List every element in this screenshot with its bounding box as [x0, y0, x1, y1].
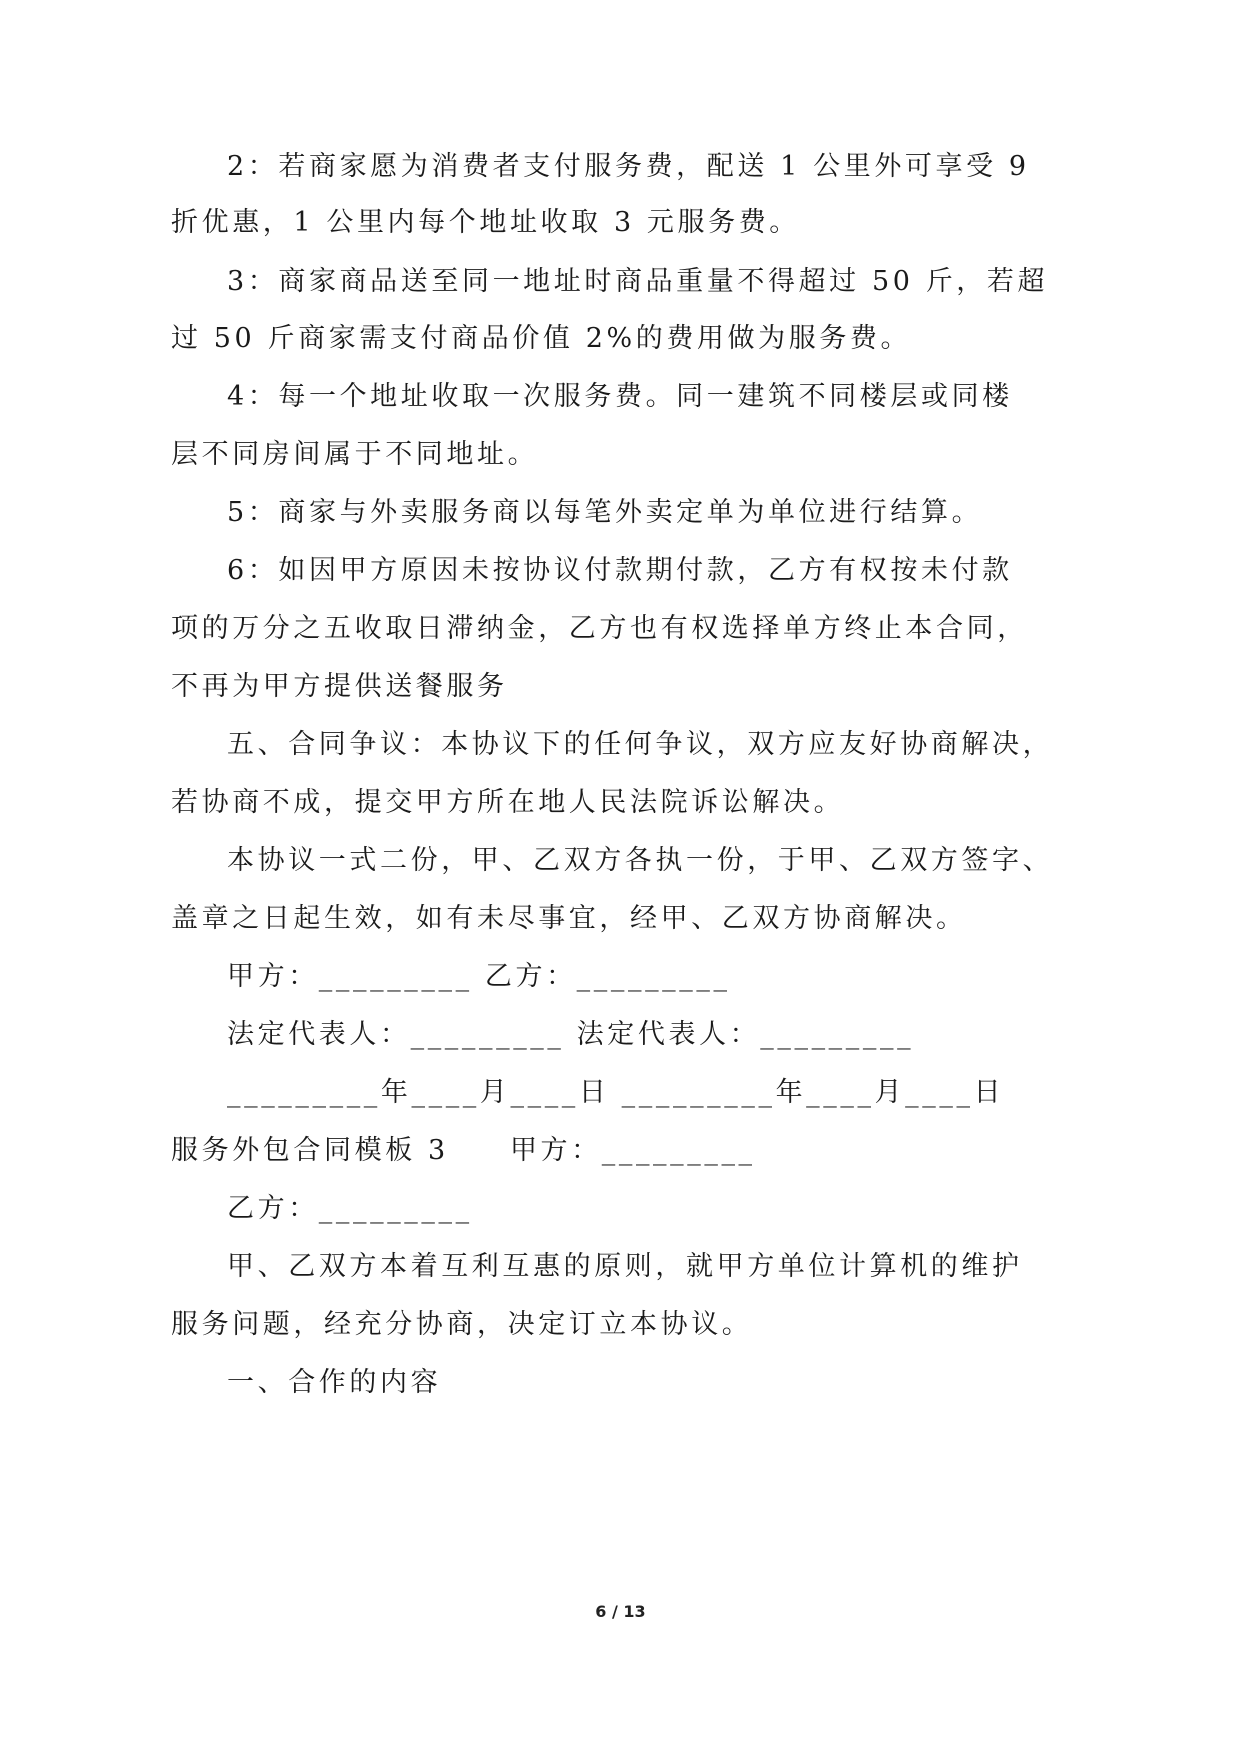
text-line: 本协议一式二份，甲、乙双方各执一份，于甲、乙双方签字、	[227, 845, 1054, 876]
text-line: 若协商不成，提交甲方所在地人民法院诉讼解决。	[171, 787, 845, 818]
text-line: 乙方：_________	[227, 1193, 473, 1224]
text-line: 3：商家商品送至同一地址时商品重量不得超过 50 斤，若超	[227, 266, 1049, 297]
text-line: 盖章之日起生效，如有未尽事宜，经甲、乙双方协商解决。	[171, 903, 967, 934]
text-line: 5：商家与外卖服务商以每笔外卖定单为单位进行结算。	[227, 497, 983, 528]
text-line: 2：若商家愿为消费者支付服务费，配送 1 公里外可享受 9	[227, 151, 1030, 182]
text-line: 折优惠，1 公里内每个地址收取 3 元服务费。	[171, 207, 800, 238]
signature-line-representatives: 法定代表人：_________ 法定代表人：_________	[227, 1019, 915, 1050]
section-heading: 一、合作的内容	[227, 1367, 442, 1398]
text-line: 6：如因甲方原因未按协议付款期付款，乙方有权按未付款	[227, 555, 1013, 586]
text-line: 项的万分之五收取日滞纳金，乙方也有权选择单方终止本合同，	[171, 613, 1028, 644]
text-line: 服务问题，经充分协商，决定订立本协议。	[171, 1309, 753, 1340]
signature-line-dates: _________年____月____日 _________年____月____日	[227, 1077, 1005, 1108]
text-line: 甲、乙双方本着互利互惠的原则，就甲方单位计算机的维护	[227, 1251, 1023, 1282]
text-line: 层不同房间属于不同地址。	[171, 439, 539, 470]
text-line: 过 50 斤商家需支付商品价值 2%的费用做为服务费。	[171, 323, 912, 354]
signature-line-parties: 甲方：_________ 乙方：_________	[227, 961, 731, 992]
page-number: 6 / 13	[595, 1602, 646, 1621]
text-line: 不再为甲方提供送餐服务	[171, 671, 508, 702]
text-line: 4：每一个地址收取一次服务费。同一建筑不同楼层或同楼	[227, 381, 1013, 412]
text-line: 五、合同争议：本协议下的任何争议，双方应友好协商解决，	[227, 729, 1054, 760]
section-title: 服务外包合同模板 3 甲方：_________	[171, 1135, 756, 1166]
